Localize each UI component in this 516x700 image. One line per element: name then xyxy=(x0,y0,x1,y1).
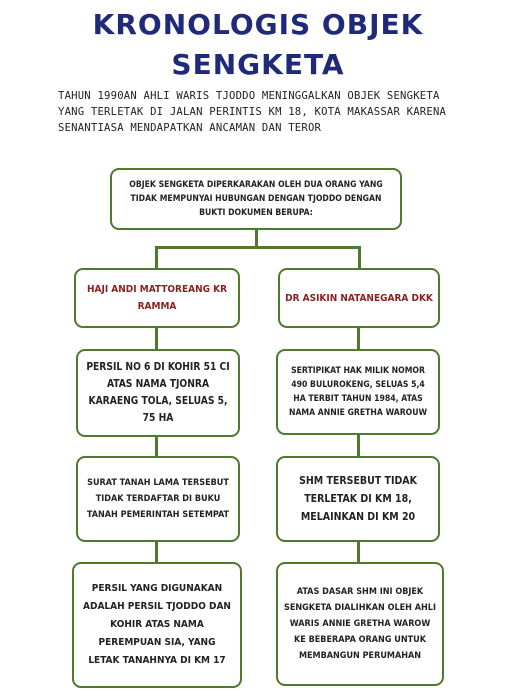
left-party-box xyxy=(74,268,240,328)
right-item-3 xyxy=(276,562,444,686)
right-item-3-text: ATAS DASAR SHM INI OBJEK SENGKETA DIALIHKAN OLEH AHLI WARIS ANNIE GRETHA WAROW KE BEBERAPA ORANG UNTUK MEMBANGUN PERUMAHAN xyxy=(284,587,436,661)
right-item-1 xyxy=(276,349,440,435)
right-item-2-text: SHM TERSEBUT TIDAK TERLETAK DI KM 18, MELAINKAN DI KM 20 xyxy=(299,475,417,523)
page-title-line-2: SENGKETA xyxy=(171,48,345,81)
intro-paragraph: TAHUN 1990AN AHLI WARIS TJODDO MENINGGALKAN OBJEK SENGKETA YANG TERLETAK DI JALAN PERINTIS KM 18, KOTA MAKASSAR KARENA SENANTIASA MENDAPATKAN ANCAMAN DAN TEROR xyxy=(58,90,447,134)
connector-right-3 xyxy=(357,542,360,562)
left-item-1 xyxy=(76,349,240,437)
left-item-3 xyxy=(72,562,242,688)
left-item-2 xyxy=(76,456,240,542)
right-item-1-text: SERTIPIKAT HAK MILIK NOMOR 490 BULUROKENG, SELUAS 5,4 HA TERBIT TAHUN 1984, ATAS NAMA ANNIE GRETHA WAROUW xyxy=(288,366,428,418)
left-item-2-text: SURAT TANAH LAMA TERSEBUT TIDAK TERDAFTAR DI BUKU TANAH PEMERINTAH SETEMPAT xyxy=(86,478,230,520)
connector-horizontal xyxy=(156,246,360,249)
connector-right-2 xyxy=(357,435,360,456)
root-box xyxy=(110,168,402,230)
connector-left-1 xyxy=(155,328,158,349)
right-item-2 xyxy=(276,456,440,542)
right-party-name: DR ASIKIN NATANEGARA DKK xyxy=(285,292,433,304)
connector-left-3 xyxy=(155,542,158,562)
connector-right-down xyxy=(358,246,361,268)
left-party-name: HAJI ANDI MATTOREANG KR RAMMA xyxy=(86,284,228,312)
left-item-3-text: PERSIL YANG DIGUNAKAN ADALAH PERSIL TJODDO DAN KOHIR ATAS NAMA PEREMPUAN SIA, YANG LETAK TANAHNYA DI KM 17 xyxy=(83,583,231,666)
connector-left-down xyxy=(155,246,158,268)
left-item-1-text: PERSIL NO 6 DI KOHIR 51 CI ATAS NAMA TJONRA KARAENG TOLA, SELUAS 5, 75 HA xyxy=(86,362,230,424)
connector-right-1 xyxy=(357,328,360,349)
right-party-box xyxy=(278,268,440,328)
page-title-line-1: KRONOLOGIS OBJEK xyxy=(92,8,424,41)
connector-left-2 xyxy=(155,437,158,456)
root-text: OBJEK SENGKETA DIPERKARAKAN OLEH DUA ORANG YANG TIDAK MEMPUNYAI HUBUNGAN DENGAN TJODDO DENGAN BUKTI DOKUMEN BERUPA: xyxy=(129,180,383,218)
